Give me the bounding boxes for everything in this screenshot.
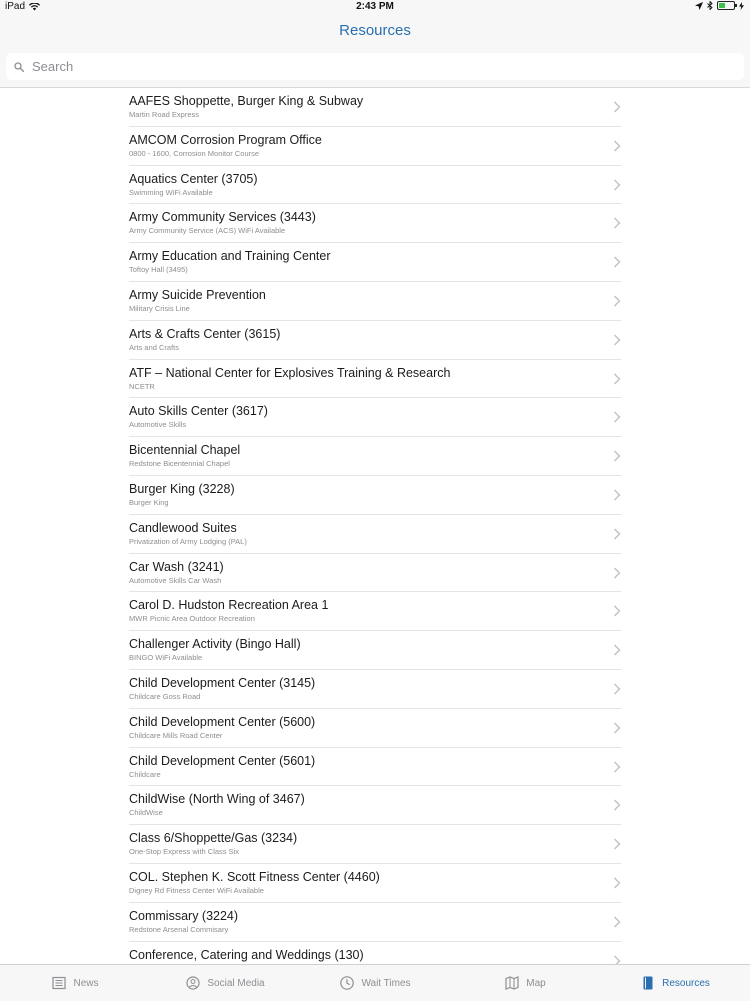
list-item-subtitle: Privatization of Army Lodging (PAL) — [129, 536, 247, 546]
chevron-right-icon — [613, 955, 621, 964]
tab-label: Wait Times — [361, 977, 411, 989]
list-item[interactable] — [129, 942, 621, 964]
chevron-right-icon — [613, 450, 621, 462]
battery-icon — [717, 1, 735, 10]
list-item-title: Conference, Catering and Weddings (130) — [129, 947, 364, 962]
page-title: Resources — [339, 22, 411, 39]
book-icon — [640, 975, 656, 991]
list-item-subtitle: MWR Picnic Area Outdoor Recreation — [129, 614, 255, 624]
list-item[interactable] — [129, 748, 621, 787]
chevron-right-icon — [613, 140, 621, 152]
search-box[interactable] — [6, 53, 744, 80]
list-item[interactable] — [129, 282, 621, 321]
list-item-subtitle: Army Community Service (ACS) WiFi Available — [129, 226, 286, 236]
list-item[interactable] — [129, 243, 621, 282]
status-right — [695, 1, 744, 10]
tab-map[interactable] — [450, 965, 600, 1001]
chevron-right-icon — [613, 217, 621, 229]
list-item-subtitle: Redstone Bicentennial Chapel — [129, 459, 230, 469]
tab-bar — [0, 964, 750, 1001]
list-item-subtitle: Martin Road Express — [129, 110, 200, 119]
list-item[interactable] — [129, 398, 621, 437]
tab-label: Social Media — [207, 977, 265, 989]
list-item[interactable] — [129, 554, 621, 593]
list-item[interactable] — [129, 476, 621, 515]
list-item-subtitle: Childcare Mills Road Center — [129, 730, 223, 740]
status-bar — [0, 0, 750, 14]
list-item-title: Child Development Center (5600) — [129, 714, 316, 729]
chevron-right-icon — [613, 411, 621, 423]
chevron-right-icon — [613, 179, 621, 191]
list-item-title: Challenger Activity (Bingo Hall) — [129, 637, 301, 652]
clock-icon — [339, 975, 355, 991]
map-icon — [504, 975, 520, 991]
list-item-title: Army Education and Training Center — [129, 249, 331, 264]
status-time: 2:43 PM — [356, 1, 394, 12]
list-item-title: Candlewood Suites — [129, 520, 237, 535]
tab-wait-times[interactable] — [300, 965, 450, 1001]
chevron-right-icon — [613, 722, 621, 734]
chevron-right-icon — [613, 489, 621, 501]
list-item[interactable] — [129, 88, 621, 127]
list-item-title: COL. Stephen K. Scott Fitness Center (4460) — [129, 869, 380, 884]
list-item-subtitle: BINGO WiFi Available — [129, 653, 203, 663]
newspaper-icon — [51, 975, 67, 991]
list-item-subtitle: 0800 - 1600, Corrosion Monitor Course — [129, 148, 260, 158]
list-item[interactable] — [129, 631, 621, 670]
chevron-right-icon — [613, 605, 621, 617]
search-bar — [0, 47, 750, 88]
list-item[interactable] — [129, 903, 621, 942]
tab-label: Resources — [662, 977, 710, 989]
list-item[interactable] — [129, 437, 621, 476]
list-item[interactable] — [129, 321, 621, 360]
list-item-title: ChildWise (North Wing of 3467) — [129, 792, 305, 807]
list-item-title: Child Development Center (5601) — [129, 753, 316, 768]
list-item[interactable] — [129, 592, 621, 631]
tab-label: Map — [526, 977, 546, 989]
list-item-subtitle: Burger King — [129, 497, 169, 507]
list-item[interactable] — [129, 204, 621, 243]
list-item[interactable] — [129, 127, 621, 166]
chevron-right-icon — [613, 644, 621, 656]
list-item[interactable] — [129, 786, 621, 825]
chevron-right-icon — [613, 101, 621, 113]
navigation-bar — [0, 14, 750, 47]
chevron-right-icon — [613, 256, 621, 268]
list-item-title: Auto Skills Center (3617) — [129, 404, 268, 419]
chevron-right-icon — [613, 567, 621, 579]
chevron-right-icon — [613, 334, 621, 346]
list-item-subtitle: Childcare Goss Road — [129, 691, 201, 701]
list-item-title: Car Wash (3241) — [129, 559, 224, 574]
list-item-title: Army Community Services (3443) — [129, 210, 316, 225]
bluetooth-icon — [707, 1, 713, 10]
social-media-icon — [185, 975, 201, 991]
chevron-right-icon — [613, 799, 621, 811]
chevron-right-icon — [613, 373, 621, 385]
list-item-title: AAFES Shoppette, Burger King & Subway — [129, 94, 364, 108]
list-item-subtitle: Automotive Skills — [129, 420, 187, 430]
device-label: iPad — [5, 1, 26, 12]
list-item-subtitle: Toftoy Hall (3495) — [129, 265, 188, 275]
chevron-right-icon — [613, 761, 621, 773]
list-item-title: Arts & Crafts Center (3615) — [129, 326, 281, 341]
list-item[interactable] — [129, 825, 621, 864]
list-item-title: Aquatics Center (3705) — [129, 171, 258, 186]
list-item[interactable] — [129, 515, 621, 554]
chevron-right-icon — [613, 877, 621, 889]
tab-news[interactable] — [0, 965, 150, 1001]
chevron-right-icon — [613, 528, 621, 540]
list-item[interactable] — [129, 166, 621, 205]
list-item-title: Burger King (3228) — [129, 481, 235, 496]
list-item-title: Commissary (3224) — [129, 908, 239, 923]
chevron-right-icon — [613, 295, 621, 307]
chevron-right-icon — [613, 683, 621, 695]
list-item-subtitle: Military Crisis Line — [129, 303, 190, 313]
list-item[interactable] — [129, 864, 621, 903]
tab-resources[interactable] — [600, 965, 750, 1001]
list-item-title: Carol D. Hudston Recreation Area 1 — [129, 598, 329, 613]
charging-bolt-icon — [739, 2, 744, 10]
list-item-title: Army Suicide Prevention — [129, 287, 266, 302]
list-item-subtitle: Digney Rd Fitness Center WiFi Available — [129, 885, 264, 895]
tab-label: News — [73, 977, 99, 989]
list-item-title: ATF – National Center for Explosives Training & Research — [129, 365, 451, 380]
list-item-title: Class 6/Shoppette/Gas (3234) — [129, 831, 298, 846]
resource-list[interactable] — [0, 88, 750, 964]
search-icon — [14, 62, 24, 72]
chevron-right-icon — [613, 916, 621, 928]
chevron-right-icon — [613, 838, 621, 850]
list-item-subtitle: Childcare — [129, 769, 161, 779]
list-item-subtitle: One-Stop Express with Class Six — [129, 847, 240, 857]
list-item-title: AMCOM Corrosion Program Office — [129, 132, 322, 147]
location-arrow-icon — [695, 2, 703, 10]
search-input[interactable] — [30, 58, 714, 75]
list-item-subtitle: Automotive Skills Car Wash — [129, 575, 222, 585]
list-item-subtitle: Redstone Arsenal Commisary — [129, 924, 229, 934]
list-item-subtitle: Arts and Crafts — [129, 342, 180, 352]
tab-social-media[interactable] — [150, 965, 300, 1001]
list-item-subtitle: NCETR — [129, 381, 155, 391]
list-item-title: Child Development Center (3145) — [129, 675, 316, 690]
list-item-title: Bicentennial Chapel — [129, 443, 241, 458]
list-item-subtitle: Swimming WiFi Available — [129, 187, 213, 197]
list-item[interactable] — [129, 360, 621, 399]
list-item[interactable] — [129, 709, 621, 748]
list-item-subtitle: ChildWise — [129, 808, 163, 818]
list-item[interactable] — [129, 670, 621, 709]
